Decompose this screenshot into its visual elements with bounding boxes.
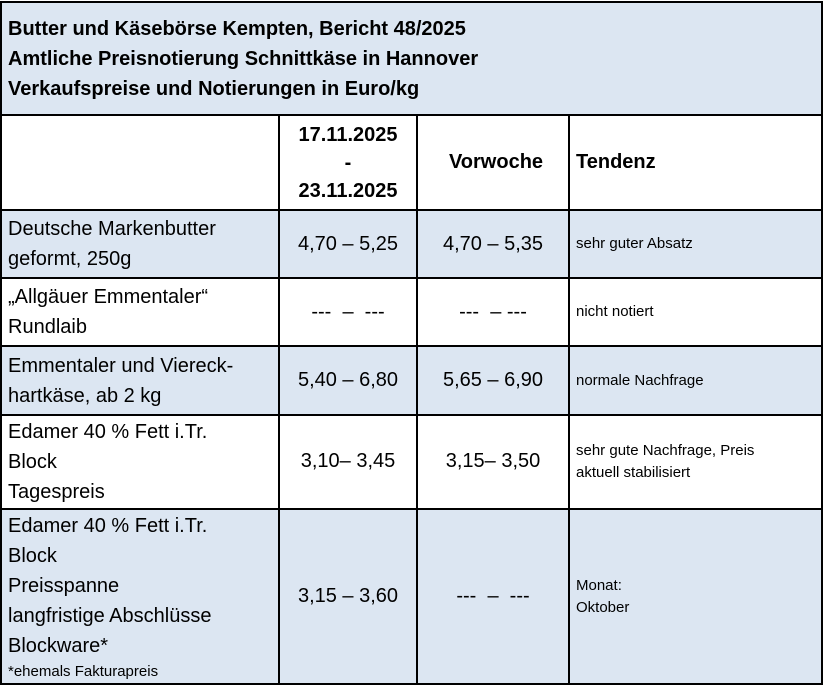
report-units: Verkaufspreise und Notierungen in Euro/kg (8, 77, 420, 100)
trend-line: nicht notiert (576, 303, 654, 321)
table-row (1, 415, 822, 509)
previous-price: --- – --- (417, 278, 569, 346)
current-price: --- – --- (279, 278, 417, 346)
product-line: Block (8, 544, 57, 567)
trend-text (569, 278, 822, 346)
header-trend: Tendenz (569, 115, 822, 209)
product-name (1, 415, 279, 509)
period-end: 23.11.2025 (298, 179, 398, 202)
trend-line: sehr guter Absatz (576, 235, 693, 253)
product-line: hartkäse, ab 2 kg (8, 384, 162, 407)
period-separator: - (344, 151, 352, 174)
product-line: Edamer 40 % Fett i.Tr. (8, 514, 208, 537)
product-line: Rundlaib (8, 316, 87, 339)
report-title: Butter und Käsebörse Kempten, Bericht 48/2025 (8, 17, 466, 40)
previous-price: 3,15– 3,50 (417, 415, 569, 509)
product-line: Preisspanne (8, 574, 120, 597)
table-row (1, 210, 822, 278)
header-period (279, 115, 417, 209)
product-name (1, 210, 279, 278)
previous-price: 5,65 – 6,90 (417, 346, 569, 414)
trend-text (569, 509, 822, 684)
product-line: Deutsche Markenbutter (8, 218, 216, 241)
title-row (1, 2, 822, 115)
product-line: Blockware* (8, 634, 109, 657)
header-product-cell (1, 115, 279, 209)
trend-text (569, 415, 822, 509)
trend-line: aktuell stabilisiert (576, 463, 691, 481)
product-line: Block (8, 450, 57, 473)
current-price: 4,70 – 5,25 (279, 210, 417, 278)
product-footnote: *ehemals Fakturapreis (8, 662, 159, 680)
period-start: 17.11.2025 (298, 123, 398, 146)
price-table (0, 1, 823, 685)
current-price: 3,10– 3,45 (279, 415, 417, 509)
current-price: 3,15 – 3,60 (279, 509, 417, 684)
trend-text (569, 346, 822, 414)
report-header (1, 2, 822, 115)
product-line: Edamer 40 % Fett i.Tr. (8, 420, 208, 443)
previous-price: 4,70 – 5,35 (417, 210, 569, 278)
product-line: Tagespreis (8, 480, 105, 503)
product-line: langfristige Abschlüsse (8, 604, 212, 627)
table-row (1, 346, 822, 414)
header-previous-week: Vorwoche (417, 115, 569, 209)
trend-line: Monat: (576, 576, 622, 594)
trend-line: Oktober (576, 598, 630, 616)
product-name (1, 509, 279, 684)
column-header-row (1, 115, 822, 209)
product-name (1, 346, 279, 414)
product-line: „Allgäuer Emmentaler“ (8, 286, 209, 309)
table-row (1, 278, 822, 346)
product-name (1, 278, 279, 346)
trend-text (569, 210, 822, 278)
trend-line: sehr gute Nachfrage, Preis (576, 441, 755, 459)
current-price: 5,40 – 6,80 (279, 346, 417, 414)
trend-line: normale Nachfrage (576, 371, 704, 389)
report-subtitle: Amtliche Preisnotierung Schnittkäse in Hannover (8, 47, 479, 70)
product-line: Emmentaler und Viereck- (8, 354, 234, 377)
previous-price: --- – --- (417, 509, 569, 684)
table-row (1, 509, 822, 684)
product-line: geformt, 250g (8, 248, 132, 271)
